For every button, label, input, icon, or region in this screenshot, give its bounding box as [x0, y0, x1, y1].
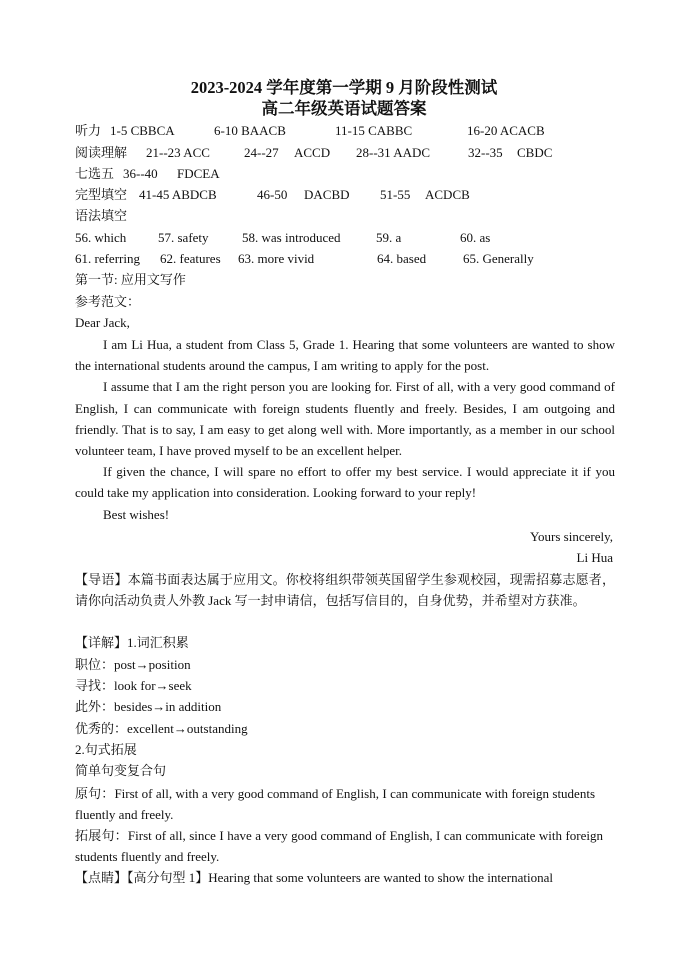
answer-group: 36--40 — [123, 166, 158, 181]
vocab-item: 寻找：look for→seek — [75, 678, 192, 693]
reading-label: 阅读理解 — [75, 145, 128, 160]
answer-group: ACDCB — [425, 187, 470, 202]
document-subtitle: 高二年级英语试题答案 — [261, 99, 427, 118]
answer-group: 32--35 — [468, 145, 503, 160]
guide-text: 【导语】本篇书面表达属于应用文。你校将组织带领英国留学生参观校园，现需招募志愿者，请你向活动负责人外教 Jack 写一封申请信，包括写信目的，自身优势，并希望对方获准。 — [75, 572, 615, 609]
answer-group: CBDC — [517, 145, 553, 160]
answer-group: 6-10 BAACB — [214, 123, 286, 138]
answer-group: 1-5 CBBCA — [110, 123, 175, 138]
sample-essay-label: 参考范文： — [75, 294, 141, 309]
sentence-subheading: 简单句变复合句 — [75, 763, 167, 778]
original-sentence-block — [75, 783, 595, 825]
vocab-item: 优秀的：excellent→outstanding — [75, 721, 248, 736]
grammar-answer: 58. was introduced — [242, 230, 341, 245]
vocab-item: 职位：post→position — [75, 657, 191, 672]
highlight-line: 【点睛】【高分句型 1】Hearing that some volunteers are wanted to show the international — [75, 870, 554, 885]
answer-group: FDCEA — [177, 166, 220, 181]
expanded-sentence-block — [75, 825, 603, 867]
grammar-answer: 60. as — [460, 230, 491, 245]
vocab-item: 此外：besides→in addition — [75, 699, 222, 714]
letter-paragraph: If given the chance, I will spare no effort to offer my best service. I would appreciate it if you could take my application into consideration. Looking forward to your reply! — [75, 464, 615, 501]
answer-group: 41-45 ABDCB — [139, 187, 217, 202]
answer-group: 28--31 AADC — [356, 145, 431, 160]
answer-group: 51-55 — [380, 187, 411, 202]
guide-block — [75, 569, 615, 611]
grammar-answer: 61. referring — [75, 251, 140, 266]
letter-paragraph: I am Li Hua, a student from Class 5, Grade 1. Hearing that some volunteers are wanted to show the international students around the campus, I am writing to apply for the post. — [75, 337, 615, 374]
answer-group: 46-50 — [257, 187, 288, 202]
grammar-label: 语法填空 — [75, 208, 128, 223]
letter-paragraph: I assume that I am the right person you are looking for. First of all, with a very good command of English, I can communicate with foreign students fluently and freely. Besides, I am outgoing and friendly. That is to say, I am easy to get along well with. More importantly, as a member in our school volunteer team, I have proved myself to be an excellent helper. — [75, 379, 615, 459]
grammar-answer: 56. which — [75, 230, 127, 245]
original-sentence: 原句：First of all, with a very good command of English, I can communicate with foreign students fluently and freely. — [75, 786, 595, 823]
cloze-label: 完型填空 — [75, 187, 128, 202]
letter-signature: Li Hua — [576, 550, 613, 565]
grammar-answer: 59. a — [376, 230, 402, 245]
grammar-answer: 57. safety — [158, 230, 209, 245]
document-title: 2023-2024 学年度第一学期 9 月阶段性测试 — [190, 78, 498, 97]
answer-group: ACCD — [294, 145, 331, 160]
letter-wishes: Best wishes! — [103, 507, 170, 522]
letter-body — [75, 334, 615, 504]
reading-answers — [75, 143, 552, 163]
answer-group: 16-20 ACACB — [467, 123, 545, 138]
letter-salutation: Dear Jack, — [75, 315, 130, 330]
expanded-sentence: 拓展句：First of all, since I have a very good command of English, I can communicate with foreign students fluently and freely. — [75, 828, 603, 865]
listening-answers — [75, 121, 545, 141]
answer-group: 11-15 CABBC — [335, 123, 413, 138]
grammar-answer: 65. Generally — [463, 251, 534, 266]
grammar-answer: 63. more vivid — [238, 251, 315, 266]
section-label: 第一节: 应用文写作 — [75, 272, 186, 287]
answer-group: 21--23 ACC — [146, 145, 210, 160]
seven-five-answers — [75, 164, 220, 184]
seven-five-label: 七选五 — [75, 166, 115, 181]
cloze-answers — [75, 185, 470, 205]
grammar-answers-row-2 — [75, 249, 534, 269]
listening-label: 听力 — [75, 123, 102, 138]
grammar-answer: 62. features — [160, 251, 221, 266]
answer-group: 24--27 — [244, 145, 279, 160]
letter-closing: Yours sincerely, — [529, 529, 613, 544]
answer-group: DACBD — [304, 187, 350, 202]
grammar-answer: 64. based — [377, 251, 427, 266]
grammar-answers-row-1 — [75, 228, 490, 248]
detail-heading: 【详解】1.词汇积累 — [75, 635, 189, 650]
sentence-heading: 2.句式拓展 — [75, 742, 137, 757]
